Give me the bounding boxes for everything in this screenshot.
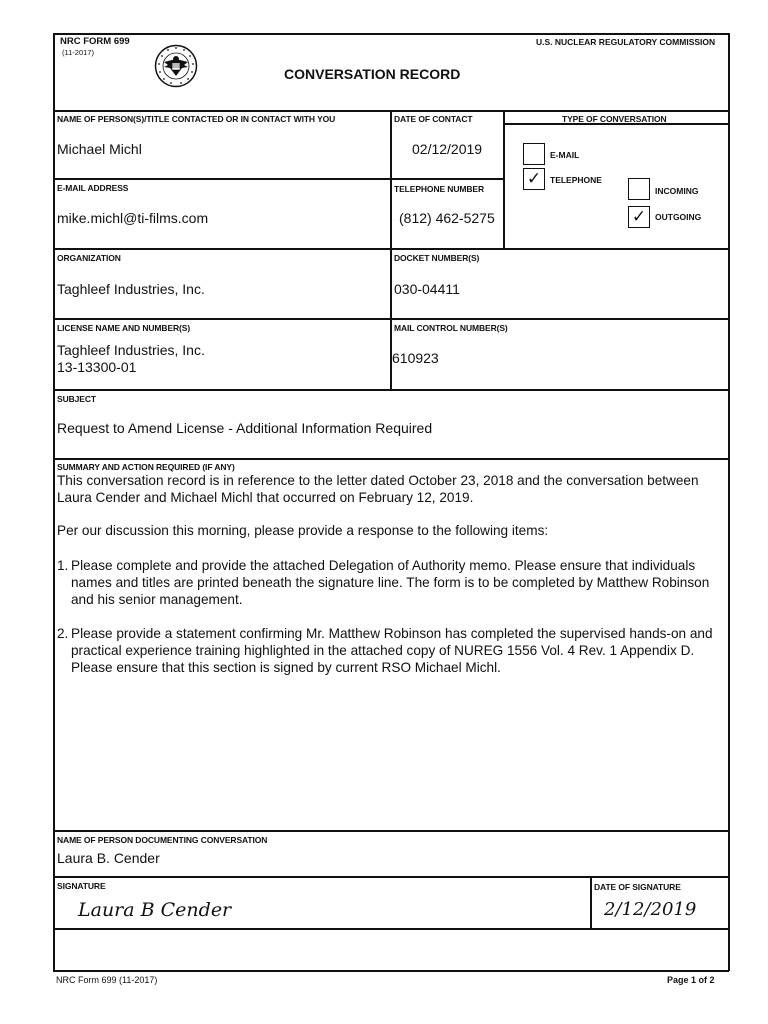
email-address-value: mike.michl@ti-films.com bbox=[57, 210, 209, 226]
license-label: LICENSE NAME AND NUMBER(S) bbox=[57, 323, 191, 333]
subject-label: SUBJECT bbox=[57, 394, 96, 404]
signature-label: SIGNATURE bbox=[57, 881, 106, 891]
telephone-number-value: (812) 462-5275 bbox=[399, 210, 495, 226]
docket-number-value: 030-04411 bbox=[394, 281, 460, 297]
email-checkbox-label: E-MAIL bbox=[550, 150, 580, 160]
organization-label: ORGANIZATION bbox=[57, 253, 121, 263]
license-number-value: 13-13300-01 bbox=[57, 359, 137, 375]
mail-control-label: MAIL CONTROL NUMBER(S) bbox=[394, 323, 508, 333]
email-checkbox[interactable] bbox=[523, 143, 545, 165]
rule-name bbox=[53, 178, 504, 180]
documenter-label: NAME OF PERSON DOCUMENTING CONVERSATION bbox=[57, 835, 268, 845]
outgoing-checkbox[interactable]: ✓ bbox=[628, 206, 650, 228]
conversation-type-label: TYPE OF CONVERSATION bbox=[562, 114, 667, 124]
contact-date-value: 02/12/2019 bbox=[412, 141, 483, 157]
summary-label: SUMMARY AND ACTION REQUIRED (IF ANY) bbox=[57, 462, 235, 472]
summary-discussion: Per our discussion this morning, please provide a response to the following items: bbox=[57, 523, 549, 538]
signature-value: Laura B Cender bbox=[78, 899, 232, 921]
incoming-checkbox-label: INCOMING bbox=[655, 186, 699, 196]
page-title: CONVERSATION RECORD bbox=[284, 66, 461, 82]
rule-col-date bbox=[390, 110, 392, 389]
contact-date-label: DATE OF CONTACT bbox=[394, 114, 473, 124]
agency-name: U.S. NUCLEAR REGULATORY COMMISSION bbox=[536, 37, 716, 47]
email-address-label: E-MAIL ADDRESS bbox=[57, 183, 129, 193]
telephone-checkbox-label: TELEPHONE bbox=[550, 175, 602, 185]
telephone-checkbox[interactable]: ✓ bbox=[523, 168, 545, 190]
documenter-value: Laura B. Cender bbox=[57, 850, 160, 866]
subject-value: Request to Amend License - Additional Information Required bbox=[57, 420, 433, 436]
frame-bottom bbox=[53, 970, 729, 972]
mail-control-value: 610923 bbox=[392, 350, 439, 366]
signature-date-value: 2/12/2019 bbox=[604, 899, 697, 920]
summary-item-number: 2. bbox=[57, 626, 69, 641]
footer-form: NRC Form 699 (11-2017) bbox=[56, 975, 158, 985]
summary-intro: This conversation record is in reference to the letter dated October 23, 2018 and the conversation between Laura Cender and Michael Michl that occurred on February 12, 2019. bbox=[57, 473, 699, 505]
summary-item-text: Please provide a statement confirming Mr. Matthew Robinson has completed the supervised hands-on and practical experience training highlighted in the attached copy of NUREG 1556 Vol. 4 Rev. 1 Appendix D. Please ensure that this section is signed by current RSO Michael Michl. bbox=[71, 626, 713, 675]
contact-name-label: NAME OF PERSON(S)/TITLE CONTACTED OR IN CONTACT WITH YOU bbox=[57, 114, 336, 124]
nrc-seal-icon bbox=[154, 44, 198, 88]
frame-top bbox=[53, 33, 729, 35]
rule-signature bbox=[53, 928, 729, 930]
incoming-checkbox[interactable] bbox=[628, 178, 650, 200]
docket-number-label: DOCKET NUMBER(S) bbox=[394, 253, 480, 263]
form-revision: (11-2017) bbox=[62, 48, 94, 57]
rule-col-type bbox=[503, 110, 505, 248]
organization-value: Taghleef Industries, Inc. bbox=[57, 281, 205, 297]
form-id: NRC FORM 699 bbox=[60, 36, 130, 47]
contact-name-value: Michael Michl bbox=[57, 141, 142, 157]
rule-documenter bbox=[53, 876, 729, 878]
telephone-number-label: TELEPHONE NUMBER bbox=[394, 184, 485, 194]
summary-item-text: Please complete and provide the attached Delegation of Authority memo. Please ensure that individuals names and titles are printed beneath the signature line. The form is to be completed by Matthew Robinson and his senior management. bbox=[71, 558, 710, 607]
rule-summary bbox=[53, 830, 729, 832]
footer-page: Page 1 of 2 bbox=[667, 975, 715, 985]
outgoing-checkbox-label: OUTGOING bbox=[655, 212, 702, 222]
rule-subject bbox=[53, 458, 729, 460]
summary-item-number: 1. bbox=[57, 558, 69, 573]
license-name-value: Taghleef Industries, Inc. bbox=[57, 342, 205, 358]
rule-col-sigdate bbox=[590, 876, 592, 928]
rule-license bbox=[53, 389, 729, 391]
signature-date-label: DATE OF SIGNATURE bbox=[594, 882, 681, 892]
